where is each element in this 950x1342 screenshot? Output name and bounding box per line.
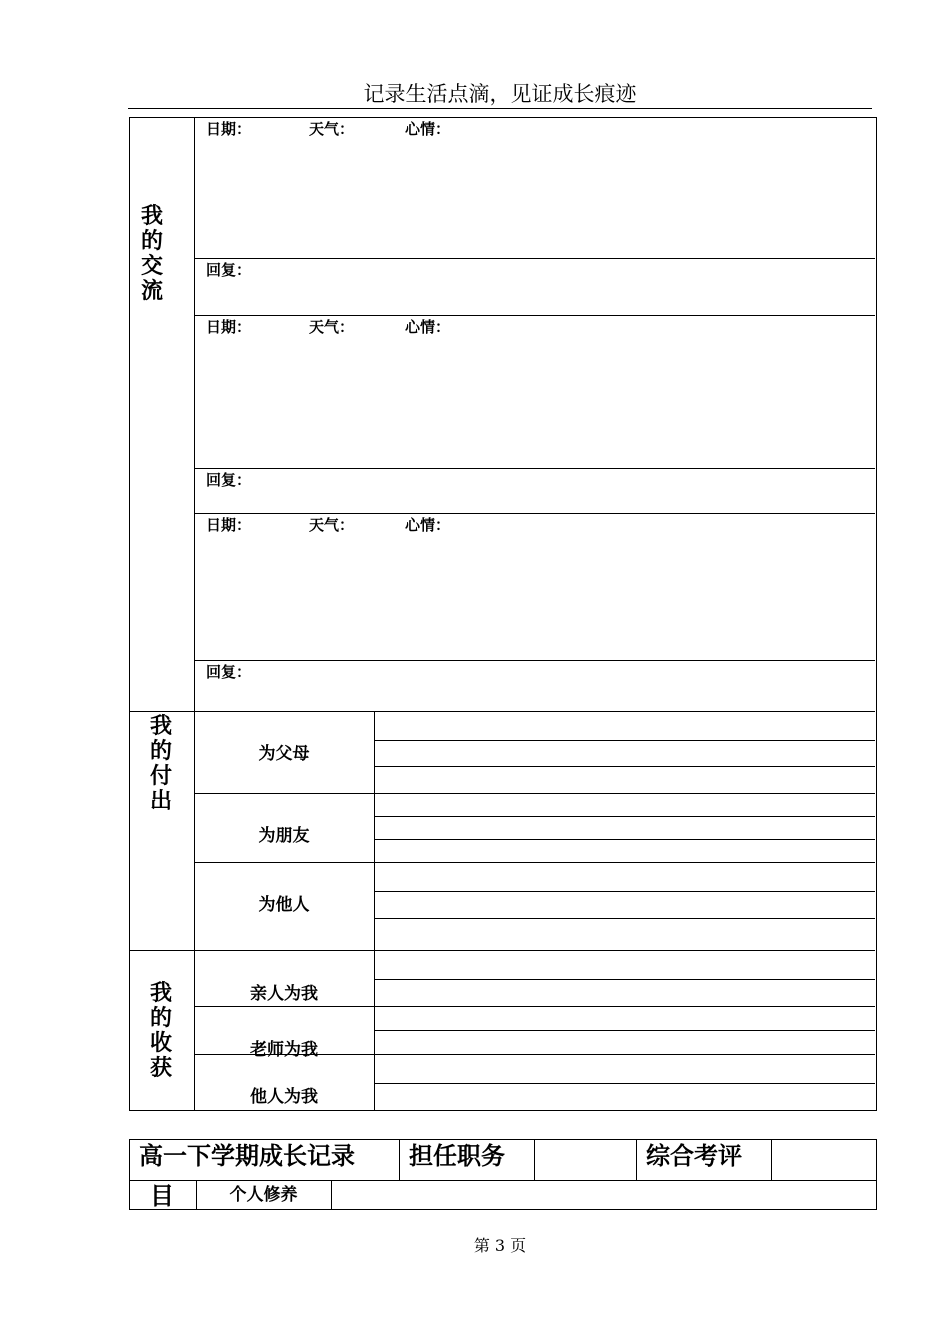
group-line bbox=[194, 1006, 875, 1007]
row-line bbox=[194, 660, 875, 661]
semester-title: 高一下学期成长记录 bbox=[139, 1142, 355, 1170]
group-line bbox=[194, 862, 875, 863]
weather-label: 天气： bbox=[309, 516, 355, 534]
gains-category-teachers: 老师为我 bbox=[250, 1040, 318, 1060]
sub-row-line bbox=[374, 1030, 875, 1031]
sub-row-line bbox=[374, 979, 875, 980]
semester-col-line bbox=[331, 1180, 332, 1209]
sub-row-line bbox=[374, 1083, 875, 1084]
gains-category-others: 他人为我 bbox=[250, 1087, 318, 1107]
date-label: 日期： bbox=[206, 516, 252, 534]
giving-category-others: 为他人 bbox=[258, 895, 310, 915]
semester-col-line bbox=[771, 1139, 772, 1180]
semester-row-line bbox=[129, 1180, 876, 1181]
page-header-title: 记录生活点滴，见证成长痕迹 bbox=[363, 82, 637, 106]
giving-category-parents: 为父母 bbox=[258, 744, 310, 764]
col-divider-section bbox=[194, 117, 195, 1110]
sub-row-line bbox=[374, 740, 875, 741]
row-line bbox=[194, 513, 875, 514]
section-label-gains: 我的收获 bbox=[149, 981, 172, 1081]
evaluation-label: 综合考评 bbox=[646, 1142, 742, 1170]
reply-label: 回复： bbox=[206, 663, 252, 681]
mood-label: 心情： bbox=[405, 516, 451, 534]
reply-label: 回复： bbox=[206, 471, 252, 489]
date-label: 日期： bbox=[206, 120, 252, 138]
mood-label: 心情： bbox=[405, 120, 451, 138]
sub-row-line bbox=[374, 766, 875, 767]
group-line bbox=[194, 793, 875, 794]
row-line bbox=[194, 258, 875, 259]
sub-row-line bbox=[374, 918, 875, 919]
header-rule bbox=[128, 108, 872, 109]
col-divider-category bbox=[374, 711, 375, 1110]
semester-col-line bbox=[636, 1139, 637, 1180]
section-label-communication: 我的交流 bbox=[140, 204, 163, 304]
row-line bbox=[194, 468, 875, 469]
section-label-giving: 我的付出 bbox=[149, 714, 172, 814]
position-label: 担任职务 bbox=[409, 1142, 505, 1170]
weather-label: 天气： bbox=[309, 120, 355, 138]
sub-row-line bbox=[374, 891, 875, 892]
giving-category-friends: 为朋友 bbox=[258, 826, 310, 846]
personal-cultivation-label: 个人修养 bbox=[229, 1185, 298, 1205]
semester-col-line bbox=[534, 1139, 535, 1180]
weather-label: 天气： bbox=[309, 318, 355, 336]
section-line bbox=[129, 950, 875, 951]
page-number: 第 3 页 bbox=[473, 1236, 527, 1255]
mood-label: 心情： bbox=[405, 318, 451, 336]
date-label: 日期： bbox=[206, 318, 252, 336]
row2-first-cell: 目 bbox=[150, 1182, 174, 1210]
sub-row-line bbox=[374, 839, 875, 840]
row-line bbox=[194, 315, 875, 316]
sub-row-line bbox=[374, 816, 875, 817]
section-line bbox=[129, 711, 875, 712]
reply-label: 回复： bbox=[206, 261, 252, 279]
semester-col-line bbox=[399, 1139, 400, 1180]
gains-category-family: 亲人为我 bbox=[250, 984, 318, 1004]
